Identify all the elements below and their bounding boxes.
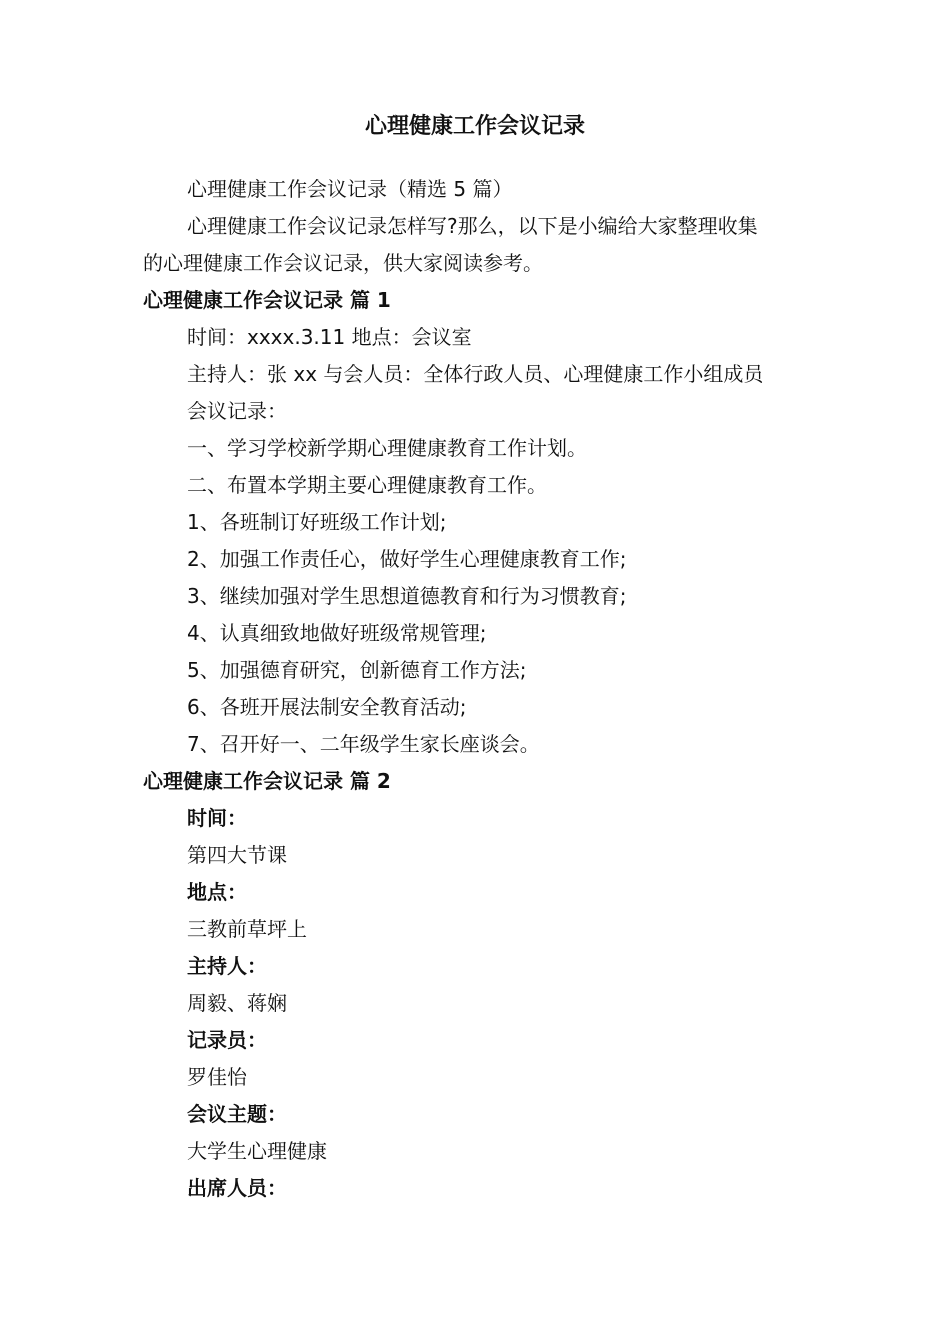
section-1-item: 3、继续加强对学生思想道德教育和行为习惯教育; (187, 584, 627, 608)
section-1-item: 1、各班制订好班级工作计划; (187, 510, 447, 534)
section-2-heading: 心理健康工作会议记录 篇 2 (143, 769, 391, 793)
section-1-item: 6、各班开展法制安全教育活动; (187, 695, 467, 719)
section-1-item: 2、加强工作责任心，做好学生心理健康教育工作; (187, 547, 627, 571)
time-value: 第四大节课 (187, 843, 287, 867)
place-label: 地点： (187, 880, 247, 904)
topic-label: 会议主题： (187, 1102, 287, 1126)
time-label: 时间： (187, 806, 247, 830)
section-1-item: 7、召开好一、二年级学生家长座谈会。 (187, 732, 540, 756)
intro-paragraph-line-2: 的心理健康工作会议记录，供大家阅读参考。 (143, 251, 543, 275)
recorder-value: 罗佳怡 (187, 1065, 247, 1089)
document-subtitle: 心理健康工作会议记录（精选 5 篇） (187, 177, 513, 201)
intro-paragraph-line-1: 心理健康工作会议记录怎样写?那么，以下是小编给大家整理收集 (187, 214, 758, 238)
recorder-label: 记录员： (187, 1028, 267, 1052)
document-title: 心理健康工作会议记录 (364, 114, 585, 139)
host-value: 周毅、蒋娴 (187, 991, 287, 1015)
attendees-label: 出席人员： (187, 1176, 287, 1200)
section-1-item: 5、加强德育研究，创新德育工作方法; (187, 658, 527, 682)
topic-value: 大学生心理健康 (187, 1139, 327, 1163)
section-1-item: 二、布置本学期主要心理健康教育工作。 (187, 473, 547, 497)
section-1-host: 主持人：张 xx 与会人员：全体行政人员、心理健康工作小组成员 (187, 362, 764, 386)
section-1-heading: 心理健康工作会议记录 篇 1 (143, 288, 391, 312)
section-1-time-place: 时间：xxxx.3.11 地点：会议室 (187, 325, 472, 349)
section-1-item: 4、认真细致地做好班级常规管理; (187, 621, 487, 645)
section-1-minutes-label: 会议记录： (187, 399, 287, 423)
place-value: 三教前草坪上 (187, 917, 307, 941)
section-1-item: 一、学习学校新学期心理健康教育工作计划。 (187, 436, 587, 460)
host-label: 主持人： (187, 954, 267, 978)
